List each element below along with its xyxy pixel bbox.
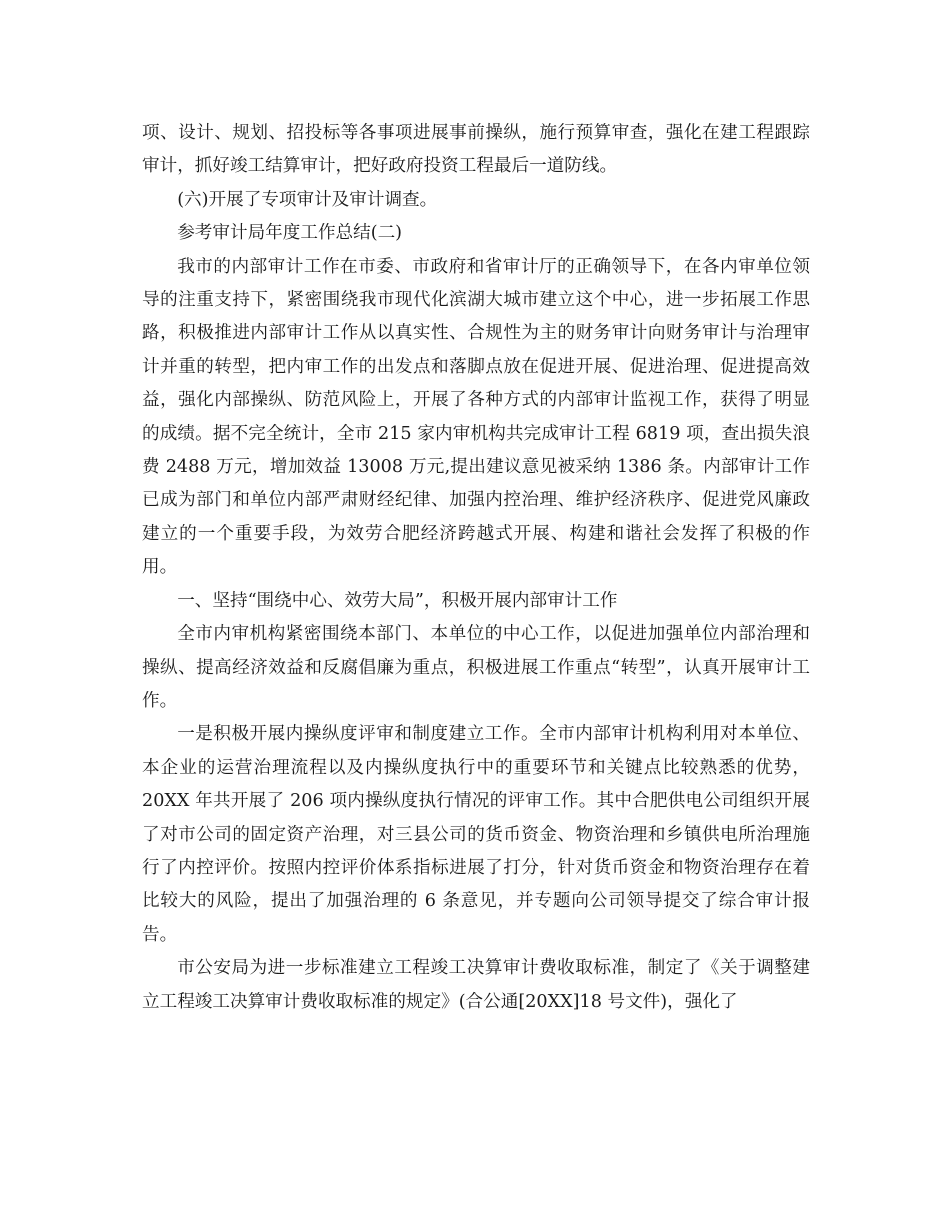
- document-body: [142, 117, 810, 1019]
- paragraph-public-security: 市公安局为进一步标准建立工程竣工决算审计费收取标准，制定了《关于调整建立工程竣工决算审计费收取标准的规定》(合公通[20XX]18 号文件)，强化了: [142, 958, 810, 1012]
- paragraph-document-title: 参考审计局年度工作总结(二): [177, 223, 403, 244]
- paragraph-overview: 我市的内部审计工作在市委、市政府和省审计厅的正确领导下，在各内审单位领导的注重支持下，紧密围绕我市现代化滨湖大城市建立这个中心，进一步拓展工作思路，积极推进内部审计工作从以真实性、合规性为主的财务审计向财务审计与治理审计并重的转型，把内审工作的出发点和落脚点放在促进开展、促进治理、促进提高效益，强化内部操纵、防范风险上，开展了各种方式的内部审计监视工作，获得了明显的成绩。据不完全统计，全市 215 家内审机构共完成审计工程 6819 项，查出损失浪费 2488 万元，增加效益 13008 万元,提出建议意见被采纳 1386 条。内部审计工作已成为部门和单位内部严肃财经纪律、加强内控治理、维护经济秩序、促进党风廉政建立的一个重要手段，为效劳合肥经济跨越式开展、构建和谐社会发挥了积极的作用。: [142, 256, 810, 578]
- paragraph-continuation: 项、设计、规划、招投标等各事项进展事前操纵，施行预算审查，强化在建工程跟踪审计，抓好竣工结算审计，把好政府投资工程最后一道防线。: [142, 123, 810, 177]
- paragraph-internal-control: 一是积极开展内操纵度评审和制度建立工作。全市内部审计机构利用对本单位、本企业的运营治理流程以及内操纵度执行中的重要环节和关键点比较熟悉的优势，20XX 年共开展了 206 项内操纵度执行情况的评审工作。其中合肥供电公司组织开展了对市公司的固定资产治理，对三县公司的货币资金、物资治理和乡镇供电所治理施行了内控评价。按照内控评价体系指标进展了打分，针对货币资金和物资治理存在着比较大的风险，提出了加强治理的 6 条意见，并专题向公司领导提交了综合审计报告。: [142, 724, 810, 945]
- paragraph-section-six-heading: (六)开展了专项审计及审计调查。: [177, 189, 438, 210]
- paragraph-section-one-heading: 一、坚持“围绕中心、效劳大局”，积极开展内部审计工作: [177, 590, 618, 611]
- paragraph-section-one-intro: 全市内审机构紧密围绕本部门、本单位的中心工作，以促进加强单位内部治理和操纵、提高经济效益和反腐倡廉为重点，积极进展工作重点“转型”，认真开展审计工作。: [142, 624, 810, 711]
